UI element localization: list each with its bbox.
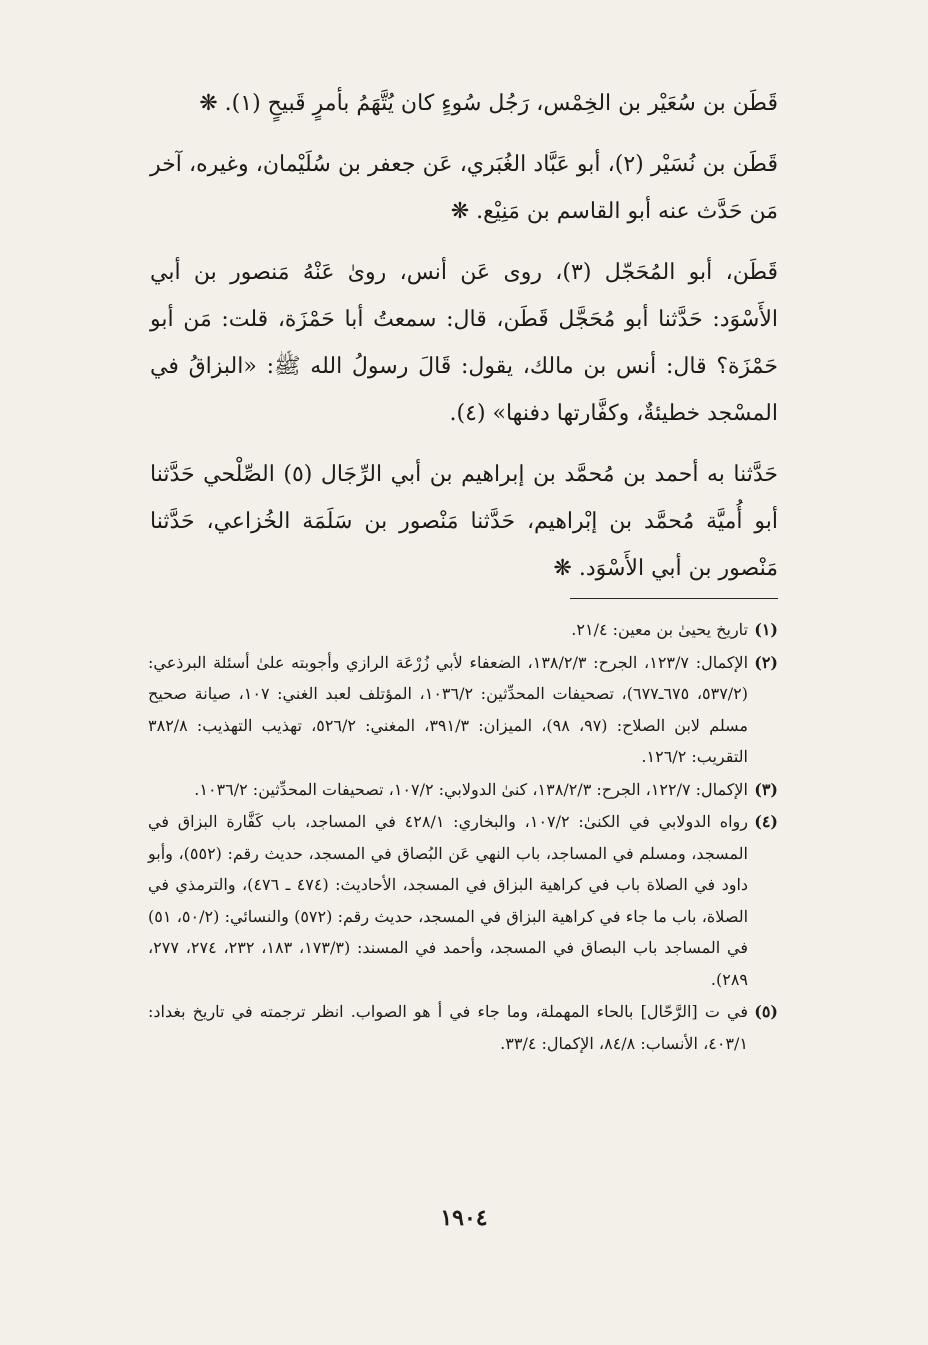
footnote-number: (٤) [754,812,778,831]
page-number: ١٩٠٤ [440,1205,488,1231]
entry-qatan-ibn-suayr: قَطَن بن سُعَيْر بن الخِمْس، رَجُل سُوءٍ كان يُتَّهَمُ بأمرٍ قَبيحٍ (١). ❋ [199,91,778,116]
footnote-number: (٣) [754,779,778,799]
footnote-text: تاريخ يحيىٰ بن معين: ٢١/٤. [571,620,748,639]
main-text [150,80,778,592]
entry-isnad: حَدَّثنا به أحمد بن مُحمَّد بن إبراهيم بن أبي الرِّجَال (٥) الصِّلْحي حَدَّثنا أبو أُميَّة مُحمَّد بن إبْراهيم، حَدَّثنا مَنْصور بن سَلَمَة الخُزاعي، حَدَّثنا مَنْصور بن أبي الأَسْوَد. ❋ [150,462,778,581]
footnote-text: الإكمال: ١٢٢/٧، الجرح: ١٣٨/٢/٣، كنىٰ الدولابي: ١٠٧/٢، تصحيفات المحدِّثين: ١٠٣٦/٢. [194,779,748,799]
footnote-text: رواه الدولابي في الكنىٰ: ١٠٧/٢، والبخاري: ٤٢٨/١ في المساجد، باب كَفَّارة البزاق في المسجد، ومسلم في المساجد، باب النهي عَن البُصاق في المسجد، حديث رقم: (٥٥٢)، وأبو داود في الصلاة باب في كراهية البزاق في المسجد، الأحاديث: (٤٧٤ ـ ٤٧٦)، والترمذي في الصلاة، باب ما جاء في كراهية البزاق في المسجد، حديث رقم: (٥٧٢) والنسائي: (٥٠/٢، ٥١) في المساجد باب البصاق في المسجد، وأحمد في المسند: (١٧٣/٣، ١٨٣، ٢٣٢، ٢٧٤، ٢٧٧، ٢٨٩). [148,812,749,989]
footnote-text: في ت [الرَّحّال] بالحاء المهملة، وما جاء في أ هو الصواب. انظر ترجمته في تاريخ بغداد: ٤٠٣/١، الأنساب: ٨٤/٨، الإكمال: ٣٣/٤. [148,1002,748,1053]
footnote-3 [148,774,778,806]
footnote-number: (٥) [754,1002,778,1021]
footnote-2 [148,647,778,773]
footnote-number: (١) [754,620,778,639]
footnote-4 [148,806,778,995]
footnote-5 [148,996,778,1059]
entry-qatan-ibn-nusayr: قَطَن بن نُسَيْر (٢)، أبو عَبَّاد الغُبَري، عَن جعفر بن سُلَيْمان، وغيره، آخر مَن حَدَّث عنه أبو القاسم بن مَنِيْع. ❋ [150,152,778,224]
footnote-separator [570,598,778,599]
entry-qatan-abu-al-muhajjal: قَطَن، أبو المُحَجّل (٣)، روى عَن أنس، روىٰ عَنْهُ مَنصور بن أبي الأَسْوَد: حَدَّثنا أبو مُحَجَّل قَطَن، قال: سمعتُ أبا حَمْزَة، قلت: مَن أبو حَمْزَة؟ قال: أنس بن مالك، يقول: قَالَ رسولُ الله ﷺ: «البزاقُ في المسْجد خطيئةٌ، وكفَّارتها دفنها» (٤). [150,260,779,426]
footnote-1 [148,614,778,646]
footnotes [148,614,778,1060]
footnote-text: الإكمال: ١٢٣/٧، الجرح: ١٣٨/٢/٣، الضعفاء لأبي زُرْعَة الرازي وأجوبته علىٰ أسئلة البرذعي: (٥٣٧/٢، ٦٧٥ـ٦٧٧)، تصحيفات المحدِّثين: ١٠٣٦/٢، المؤتلف لعبد الغني: ١٠٧، صيانة صحيح مسلم لابن الصلاح: (٩٧، ٩٨)، الميزان: ٣٩١/٣، المغني: ٥٢٦/٢، تهذيب التهذيب: ٣٨٢/٨ التقريب: ١٢٦/٢. [148,652,749,766]
footnote-number: (٢) [754,652,778,672]
